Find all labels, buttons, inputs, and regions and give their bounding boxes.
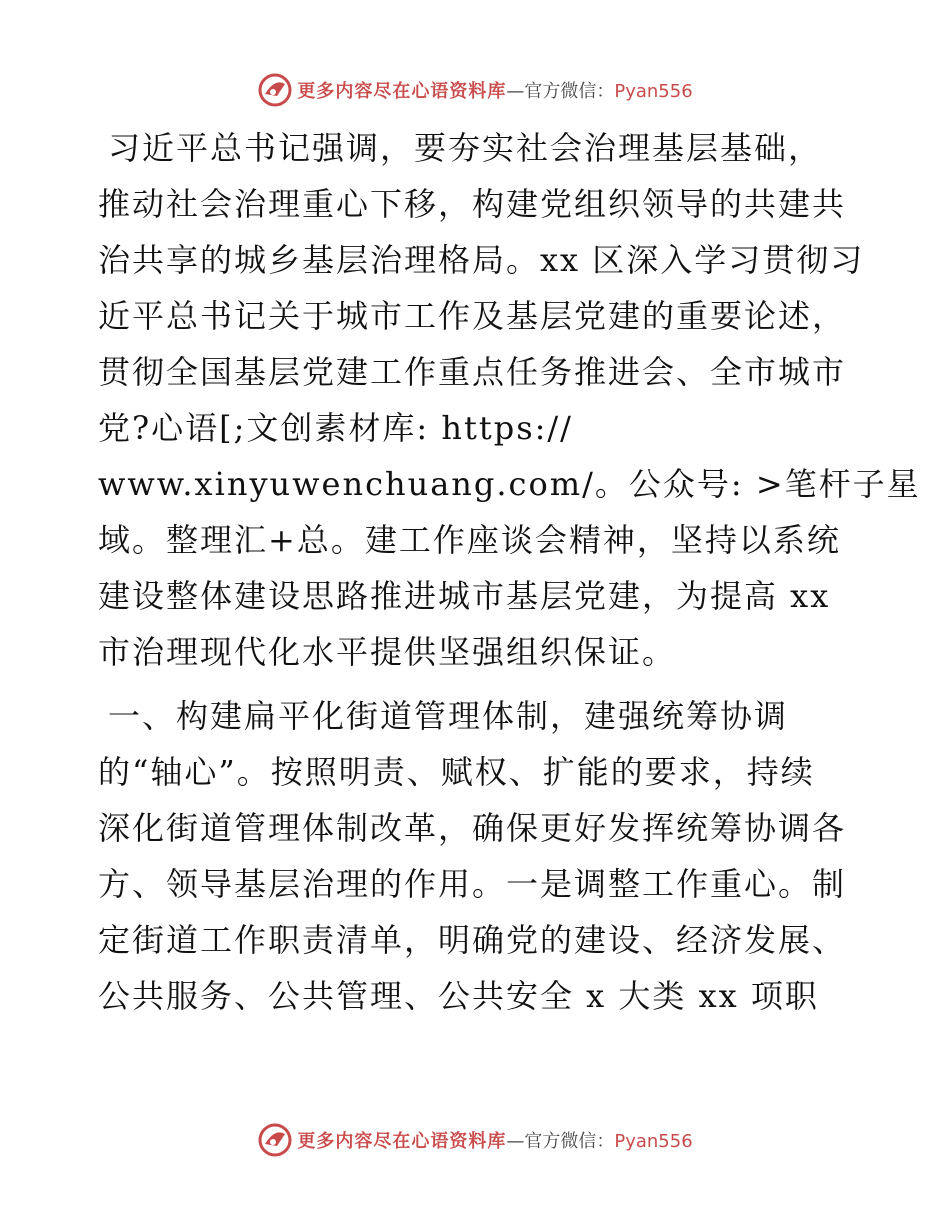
text-line: 党?心语[;文创素材库: https://: [98, 409, 573, 447]
brand-logo-icon: [257, 1122, 293, 1158]
text-line: 治共享的城乡基层治理格局。xx 区深入学习贯彻习: [98, 241, 865, 279]
text-line: 习近平总书记强调，要夯实社会治理基层基础，: [108, 129, 823, 167]
text-line: www.xinyuwenchuang.com/。公众号: >笔杆子星: [98, 465, 921, 503]
text-line: 定街道工作职责清单，明确党的建设、经济发展、: [98, 921, 847, 959]
paragraph-section-one: [98, 688, 858, 1024]
header-banner: [0, 70, 950, 110]
text-line: 域。整理汇+总。建工作座谈会精神，坚持以系统: [98, 521, 841, 559]
text-line: 市治理现代化水平提供坚强组织保证。: [98, 633, 677, 671]
brand-logo-icon: [257, 72, 293, 108]
header-contact-label: —官方微信：: [506, 81, 615, 102]
text-line: 深化街道管理体制改革，确保更好发挥统筹协调各: [98, 809, 847, 847]
text-line: 推动社会治理重心下移，构建党组织领导的共建共: [98, 185, 847, 223]
document-body: [98, 120, 921, 1032]
header-contact-id: Pyan556: [614, 81, 693, 102]
text-line: 的“轴心”。按照明责、赋权、扩能的要求，持续: [98, 753, 815, 791]
header-brand-text: 更多内容尽在心语资料库: [297, 81, 507, 102]
paragraph-intro: [98, 120, 921, 680]
footer-contact-label: —官方微信：: [506, 1131, 615, 1152]
header-contact: [506, 77, 692, 103]
footer-brand-text: 更多内容尽在心语资料库: [297, 1131, 507, 1152]
text-line: 近平总书记关于城市工作及基层党建的重要论述，: [98, 297, 847, 335]
section-heading-line: 一、构建扁平化街道管理体制，建强统筹协调: [108, 697, 789, 735]
text-line: 贯彻全国基层党建工作重点任务推进会、全市城市: [98, 353, 847, 391]
footer-banner: [0, 1120, 950, 1160]
footer-contact: [506, 1127, 692, 1153]
text-line: 建设整体建设思路推进城市基层党建，为提高 xx: [98, 577, 831, 615]
text-line: 公共服务、公共管理、公共安全 x 大类 xx 项职: [98, 977, 819, 1015]
text-line: 方、领导基层治理的作用。一是调整工作重心。制: [98, 865, 847, 903]
footer-contact-id: Pyan556: [614, 1131, 693, 1152]
